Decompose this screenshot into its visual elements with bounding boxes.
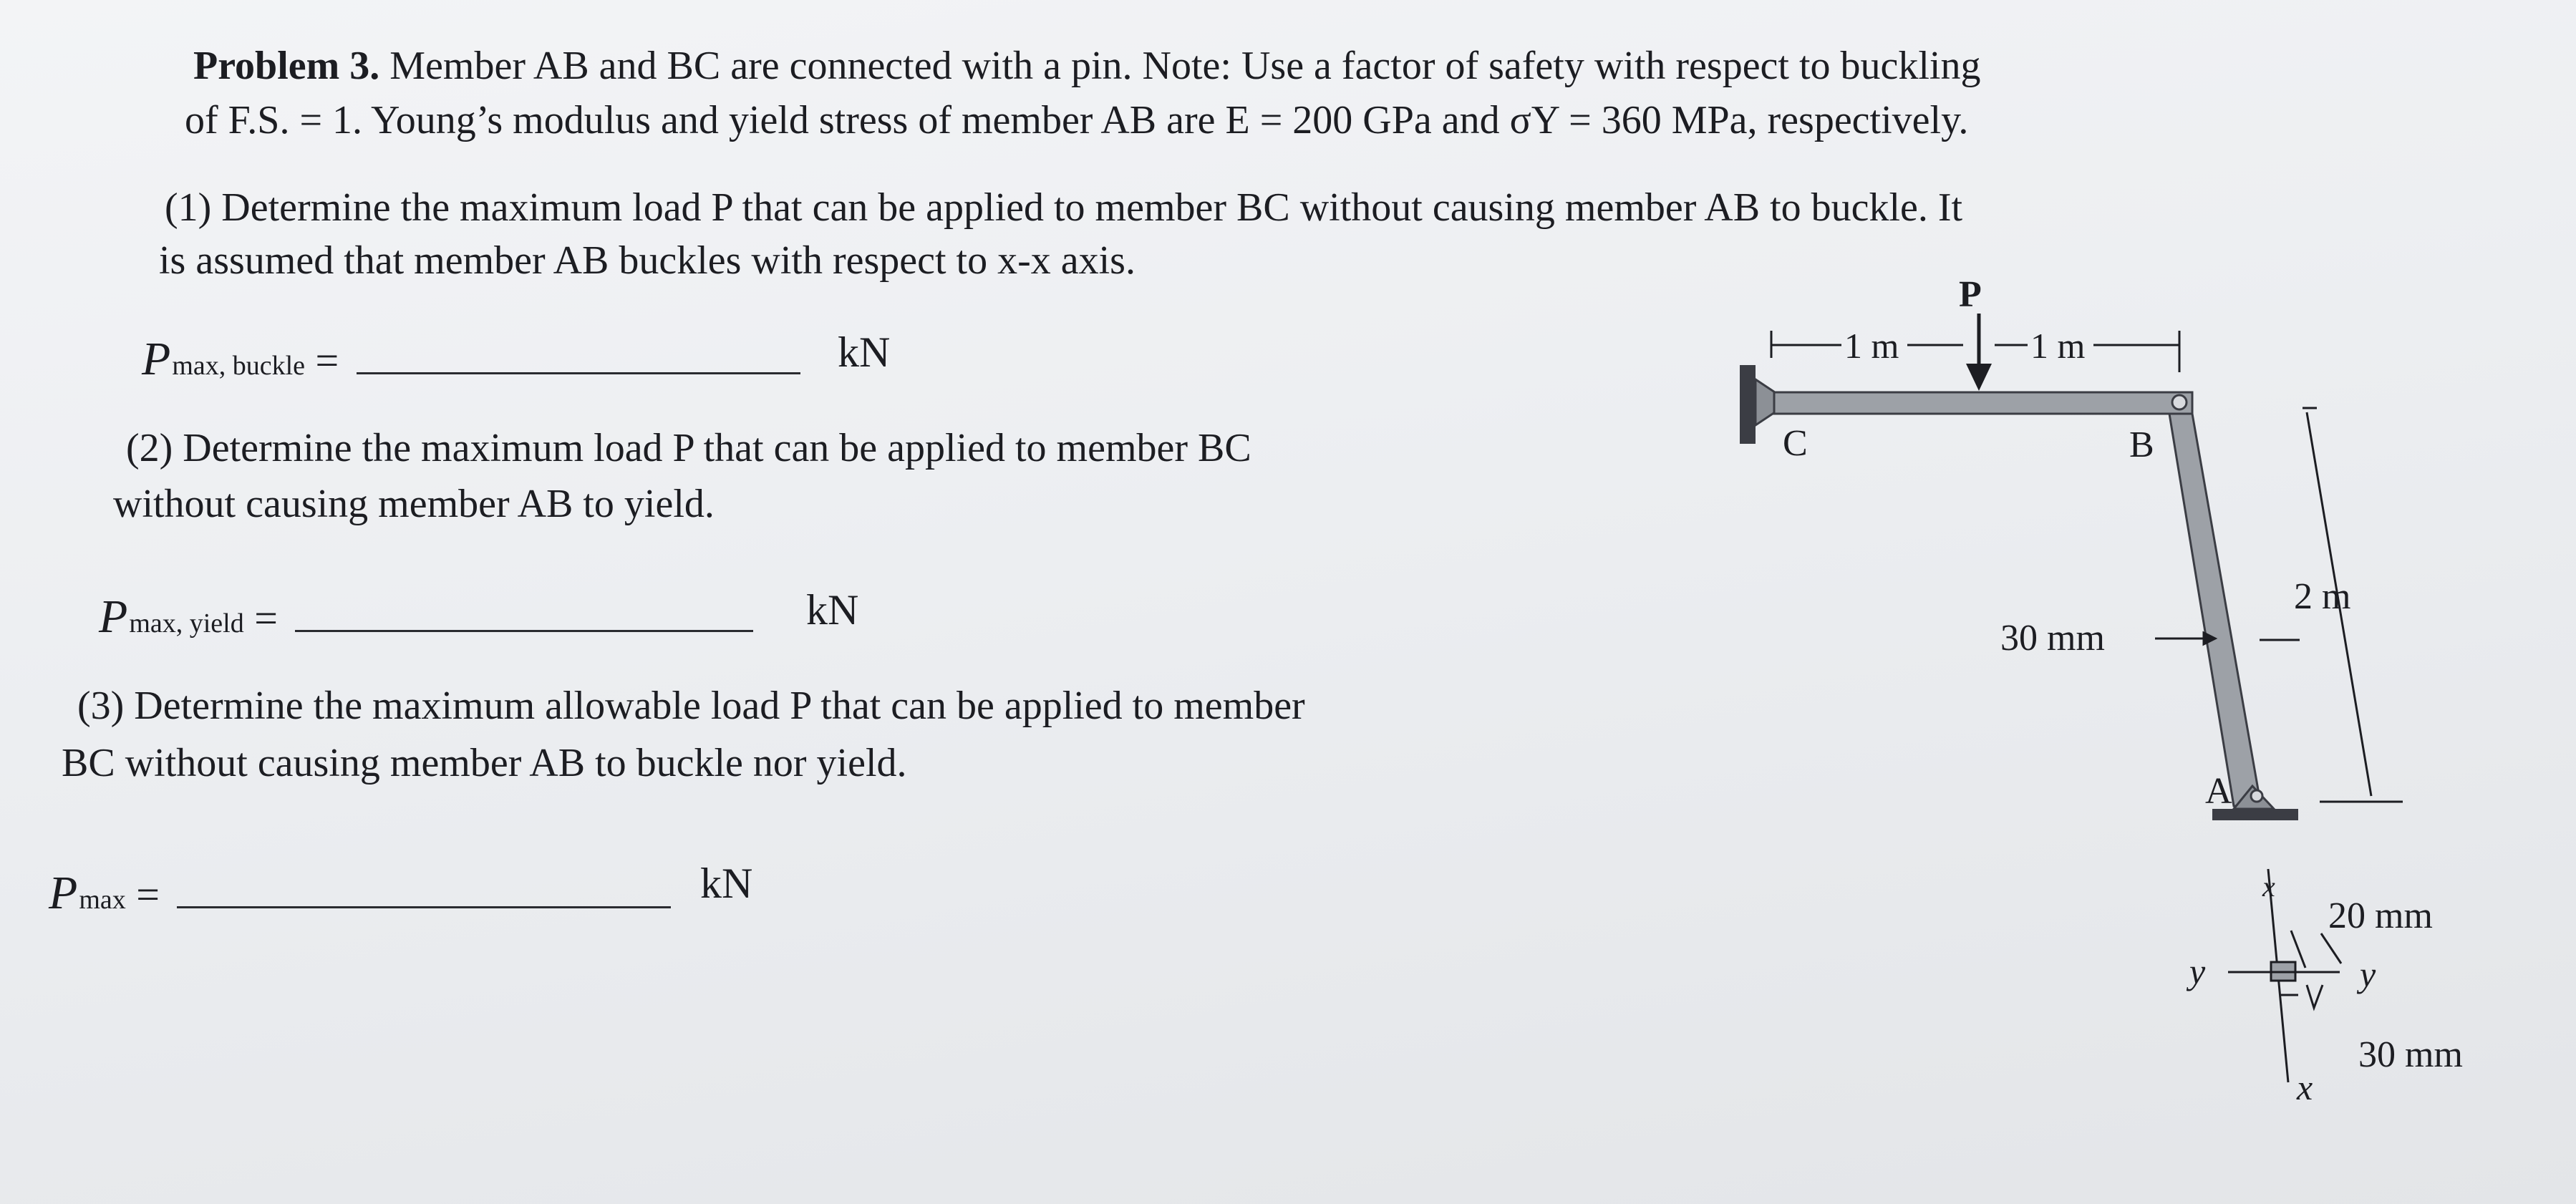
problem-line-2: of F.S. = 1. Young’s modulus and yield stress of member AB are E = 200 GPa and σY = 360 MPa, respectively. bbox=[185, 98, 1969, 142]
pin-b bbox=[2172, 395, 2187, 409]
unit-kn-1: kN bbox=[838, 329, 891, 376]
part3-line-1: (3) Determine the maximum allowable load P that can be applied to member bbox=[77, 684, 1305, 728]
dim-label-right: 1 m bbox=[2030, 326, 2086, 366]
load-arrow-p bbox=[1966, 314, 1992, 391]
member-ab bbox=[2169, 414, 2261, 806]
part1-line-2: is assumed that member AB buckles with respect to x-x axis. bbox=[159, 238, 1136, 283]
unit-kn-3: kN bbox=[700, 860, 753, 907]
axis-label-x-top: x bbox=[2262, 870, 2275, 903]
member-bc bbox=[1774, 392, 2192, 414]
part2-line-2: without causing member AB to yield. bbox=[113, 482, 715, 526]
answer-symbol: P bbox=[99, 591, 128, 643]
answer-equals: = bbox=[136, 871, 160, 918]
cross-section bbox=[2228, 869, 2341, 1082]
unit-kn-2: kN bbox=[806, 586, 859, 633]
answer-subscript: max bbox=[79, 885, 126, 915]
section-depth-label: 30 mm bbox=[2358, 1034, 2463, 1075]
answer-equals: = bbox=[315, 337, 339, 384]
width-label: 30 mm bbox=[2000, 618, 2105, 659]
section-width-label: 20 mm bbox=[2328, 895, 2433, 936]
answer-subscript: max, buckle bbox=[172, 351, 306, 381]
answer-symbol: P bbox=[142, 333, 171, 385]
dim-label-left: 1 m bbox=[1844, 326, 1899, 366]
part1-line-1: (1) Determine the maximum load P that can be applied to member BC without causing member AB to buckle. It bbox=[165, 185, 1963, 230]
part3-line-2: BC without causing member AB to buckle nor yield. bbox=[62, 741, 907, 785]
label-a: A bbox=[2205, 771, 2232, 812]
label-b: B bbox=[2129, 424, 2154, 465]
answer-symbol: P bbox=[49, 867, 78, 919]
problem-text-1: Member AB and BC are connected with a pin. Note: Use a factor of safety with respect to buckling bbox=[389, 44, 1981, 88]
axis-label-y-left: y bbox=[2189, 951, 2206, 991]
answer-equals: = bbox=[254, 595, 278, 641]
answer-subscript: max, yield bbox=[129, 608, 244, 639]
axis-label-x-bottom: x bbox=[2297, 1067, 2313, 1107]
label-c: C bbox=[1783, 423, 1808, 464]
width-pointer bbox=[2155, 633, 2215, 644]
axis-label-y-right: y bbox=[2360, 954, 2376, 994]
part2-line-1: (2) Determine the maximum load P that can be applied to member BC bbox=[126, 426, 1251, 470]
height-label: 2 m bbox=[2294, 576, 2351, 617]
load-label-p: P bbox=[1959, 274, 1982, 315]
problem-label: Problem 3. bbox=[193, 44, 380, 88]
